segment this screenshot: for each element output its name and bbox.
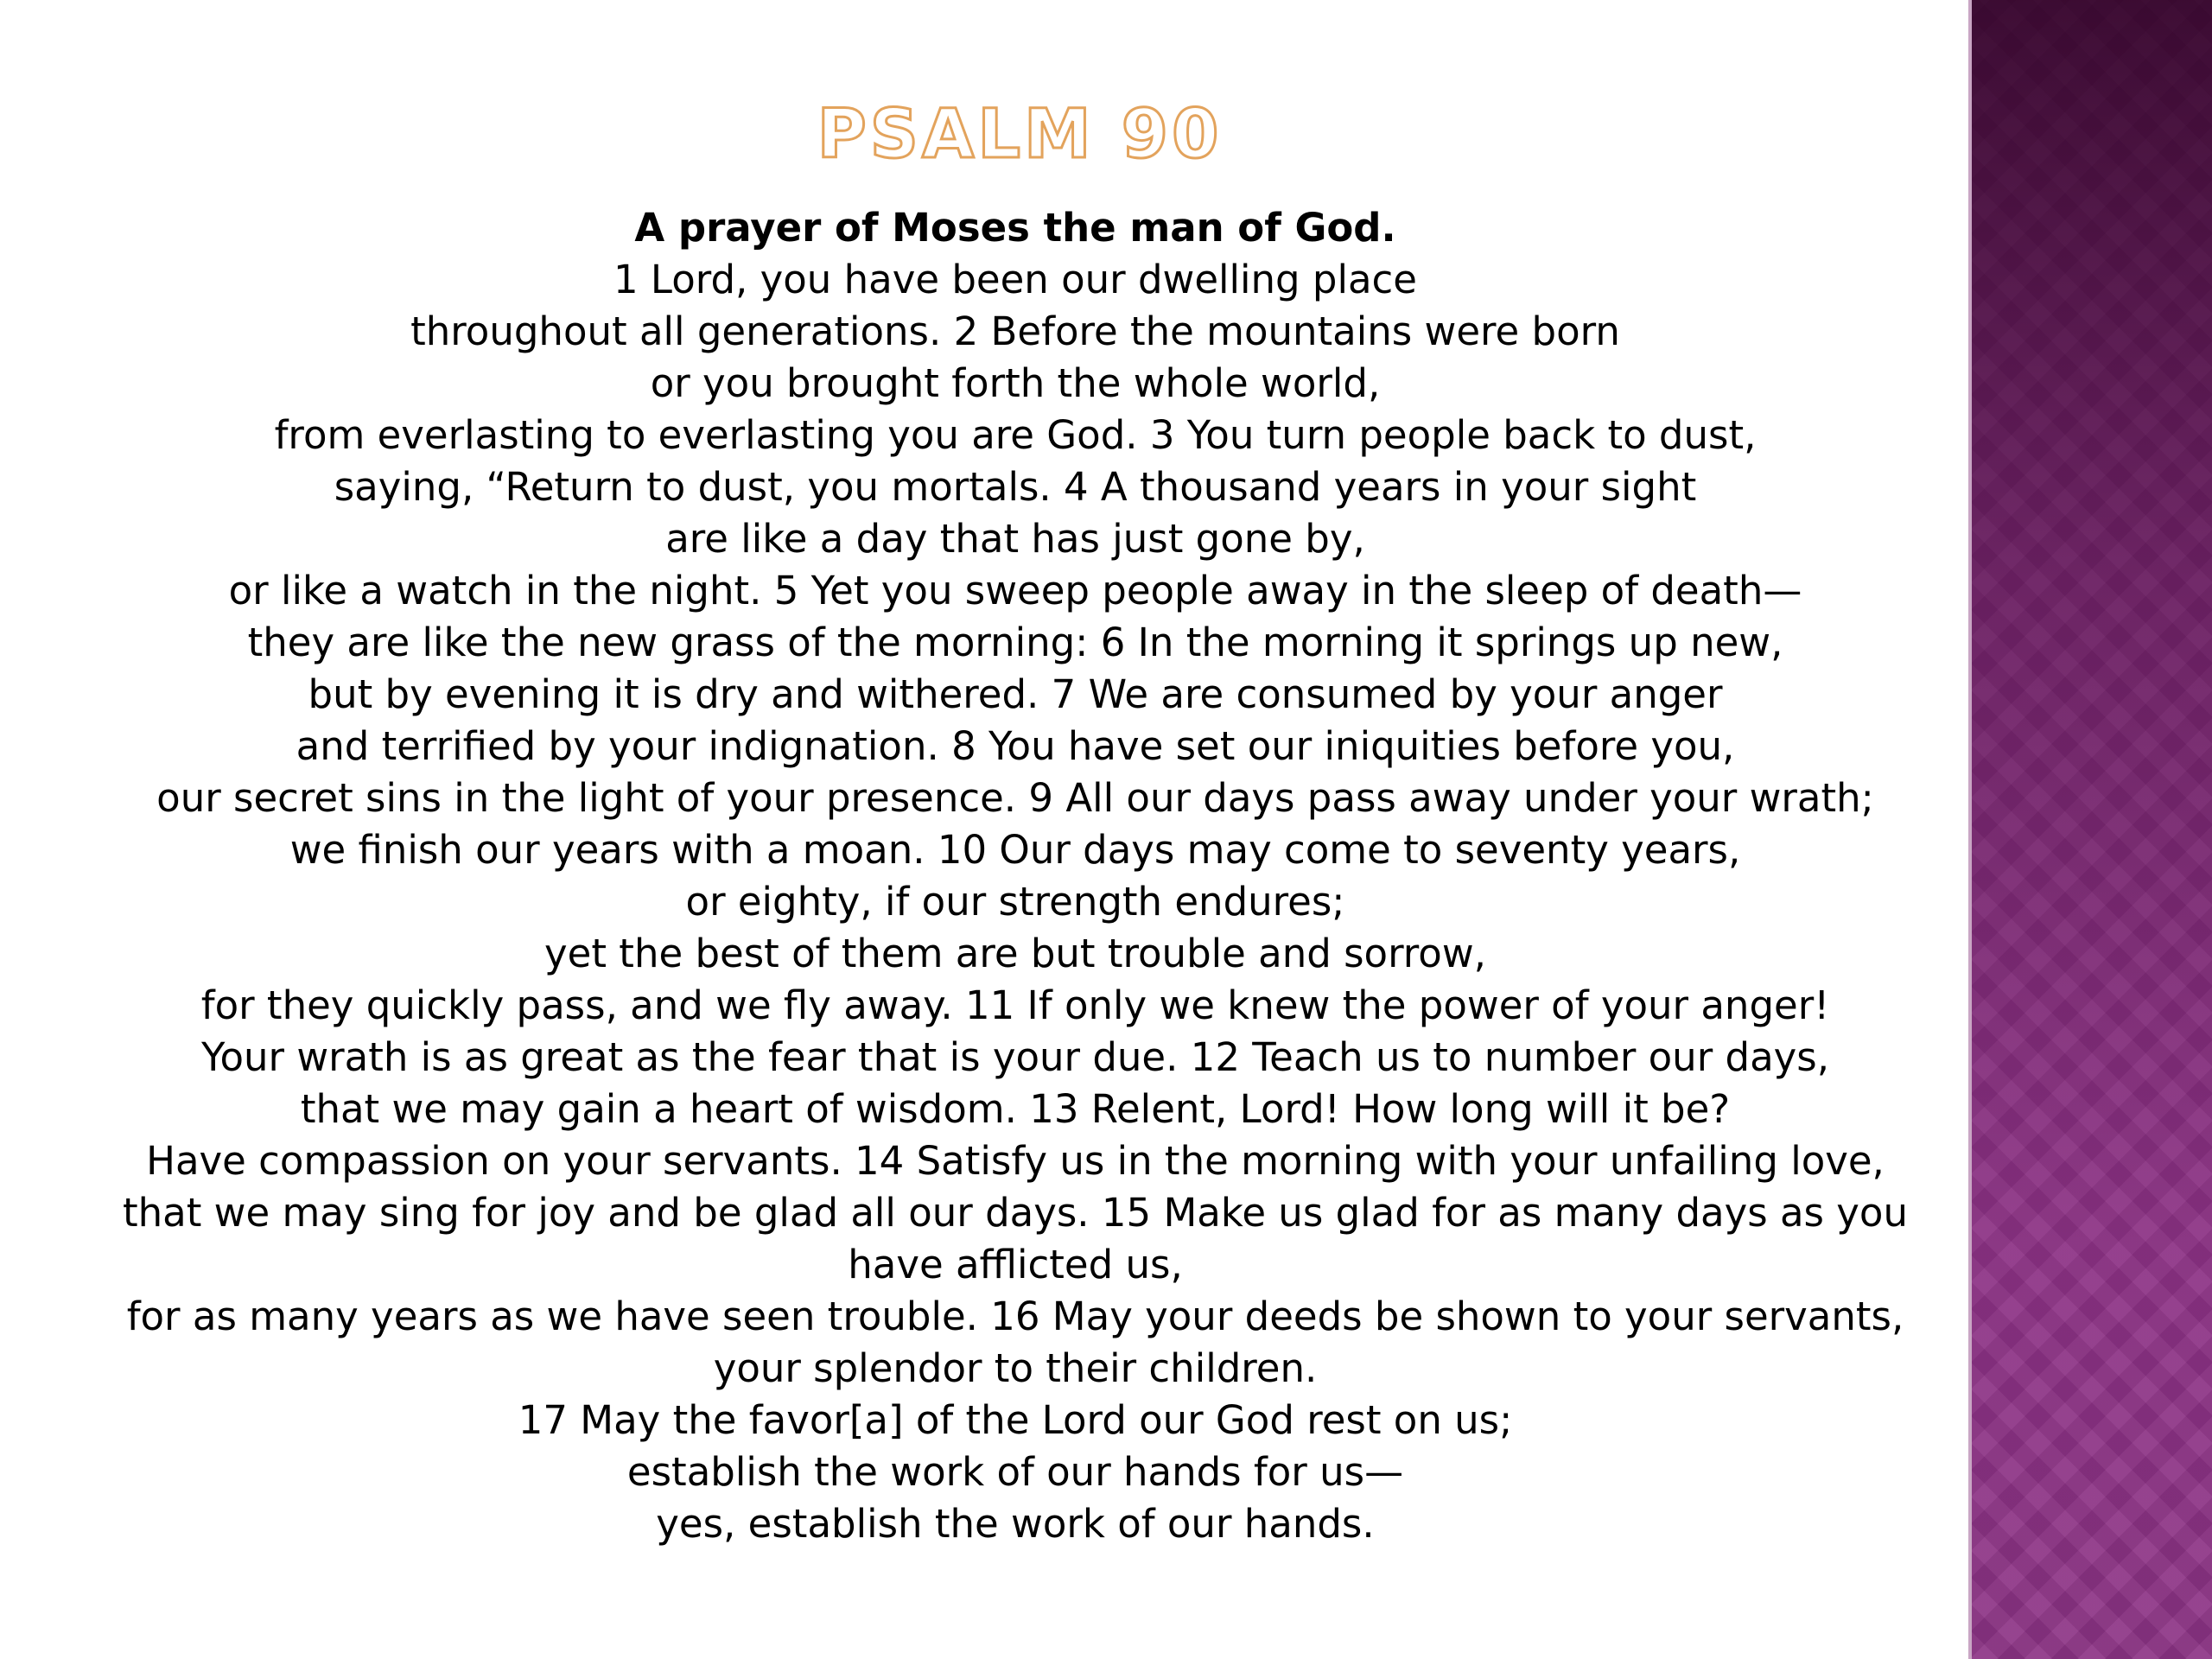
slide-title: PSALM 90 bbox=[817, 96, 1223, 174]
psalm-line: and terrified by your indignation. 8 You have set our iniquities before you, bbox=[296, 723, 1735, 769]
psalm-line: yes, establish the work of our hands. bbox=[656, 1501, 1375, 1547]
psalm-line: Your wrath is as great as the fear that is your due. 12 Teach us to number our days, bbox=[200, 1034, 1830, 1080]
psalm-line: for they quickly pass, and we fly away. 11 If only we knew the power of your anger! bbox=[200, 982, 1830, 1028]
psalm-line: our secret sins in the light of your presence. 9 All our days pass away under your wrath; bbox=[156, 775, 1874, 821]
psalm-line: throughout all generations. 2 Before the mountains were born bbox=[410, 308, 1620, 354]
psalm-line: from everlasting to everlasting you are God. 3 You turn people back to dust, bbox=[274, 412, 1757, 458]
psalm-line: 17 May the favor[a] of the Lord our God rest on us; bbox=[518, 1397, 1513, 1443]
psalm-line: for as many years as we have seen trouble. 16 May your deeds be shown to your servants, bbox=[126, 1294, 1904, 1339]
psalm-line: or like a watch in the night. 5 Yet you sweep people away in the sleep of death— bbox=[228, 568, 1802, 613]
psalm-line: we finish our years with a moan. 10 Our days may come to seventy years, bbox=[289, 827, 1741, 873]
psalm-subtitle: A prayer of Moses the man of God. bbox=[634, 205, 1396, 251]
psalm-line: that we may gain a heart of wisdom. 13 Relent, Lord! How long will it be? bbox=[300, 1086, 1731, 1132]
psalm-line: or you brought forth the whole world, bbox=[650, 360, 1381, 406]
psalm-line: that we may sing for joy and be glad all our days. 15 Make us glad for as many days as you have afflicted us, bbox=[122, 1190, 1908, 1287]
psalm-line: 1 Lord, you have been our dwelling place bbox=[613, 257, 1417, 302]
psalm-line: establish the work of our hands for us— bbox=[626, 1449, 1404, 1495]
psalm-line: or eighty, if our strength endures; bbox=[685, 879, 1345, 925]
psalm-line: they are like the new grass of the morning: 6 In the morning it springs up new, bbox=[247, 620, 1783, 665]
psalm-line: but by evening it is dry and withered. 7 We are consumed by your anger bbox=[308, 671, 1723, 717]
psalm-line: Have compassion on your servants. 14 Satisfy us in the morning with your unfailing love, bbox=[146, 1138, 1885, 1184]
psalm-line: yet the best of them are but trouble and sorrow, bbox=[544, 931, 1486, 976]
psalm-line: are like a day that has just gone by, bbox=[665, 516, 1365, 562]
decorative-side-panel bbox=[1972, 0, 2212, 1659]
psalm-line: saying, “Return to dust, you mortals. 4 A thousand years in your sight bbox=[334, 464, 1697, 510]
psalm-line: your splendor to their children. bbox=[713, 1345, 1318, 1391]
psalm-text bbox=[69, 202, 1961, 1550]
